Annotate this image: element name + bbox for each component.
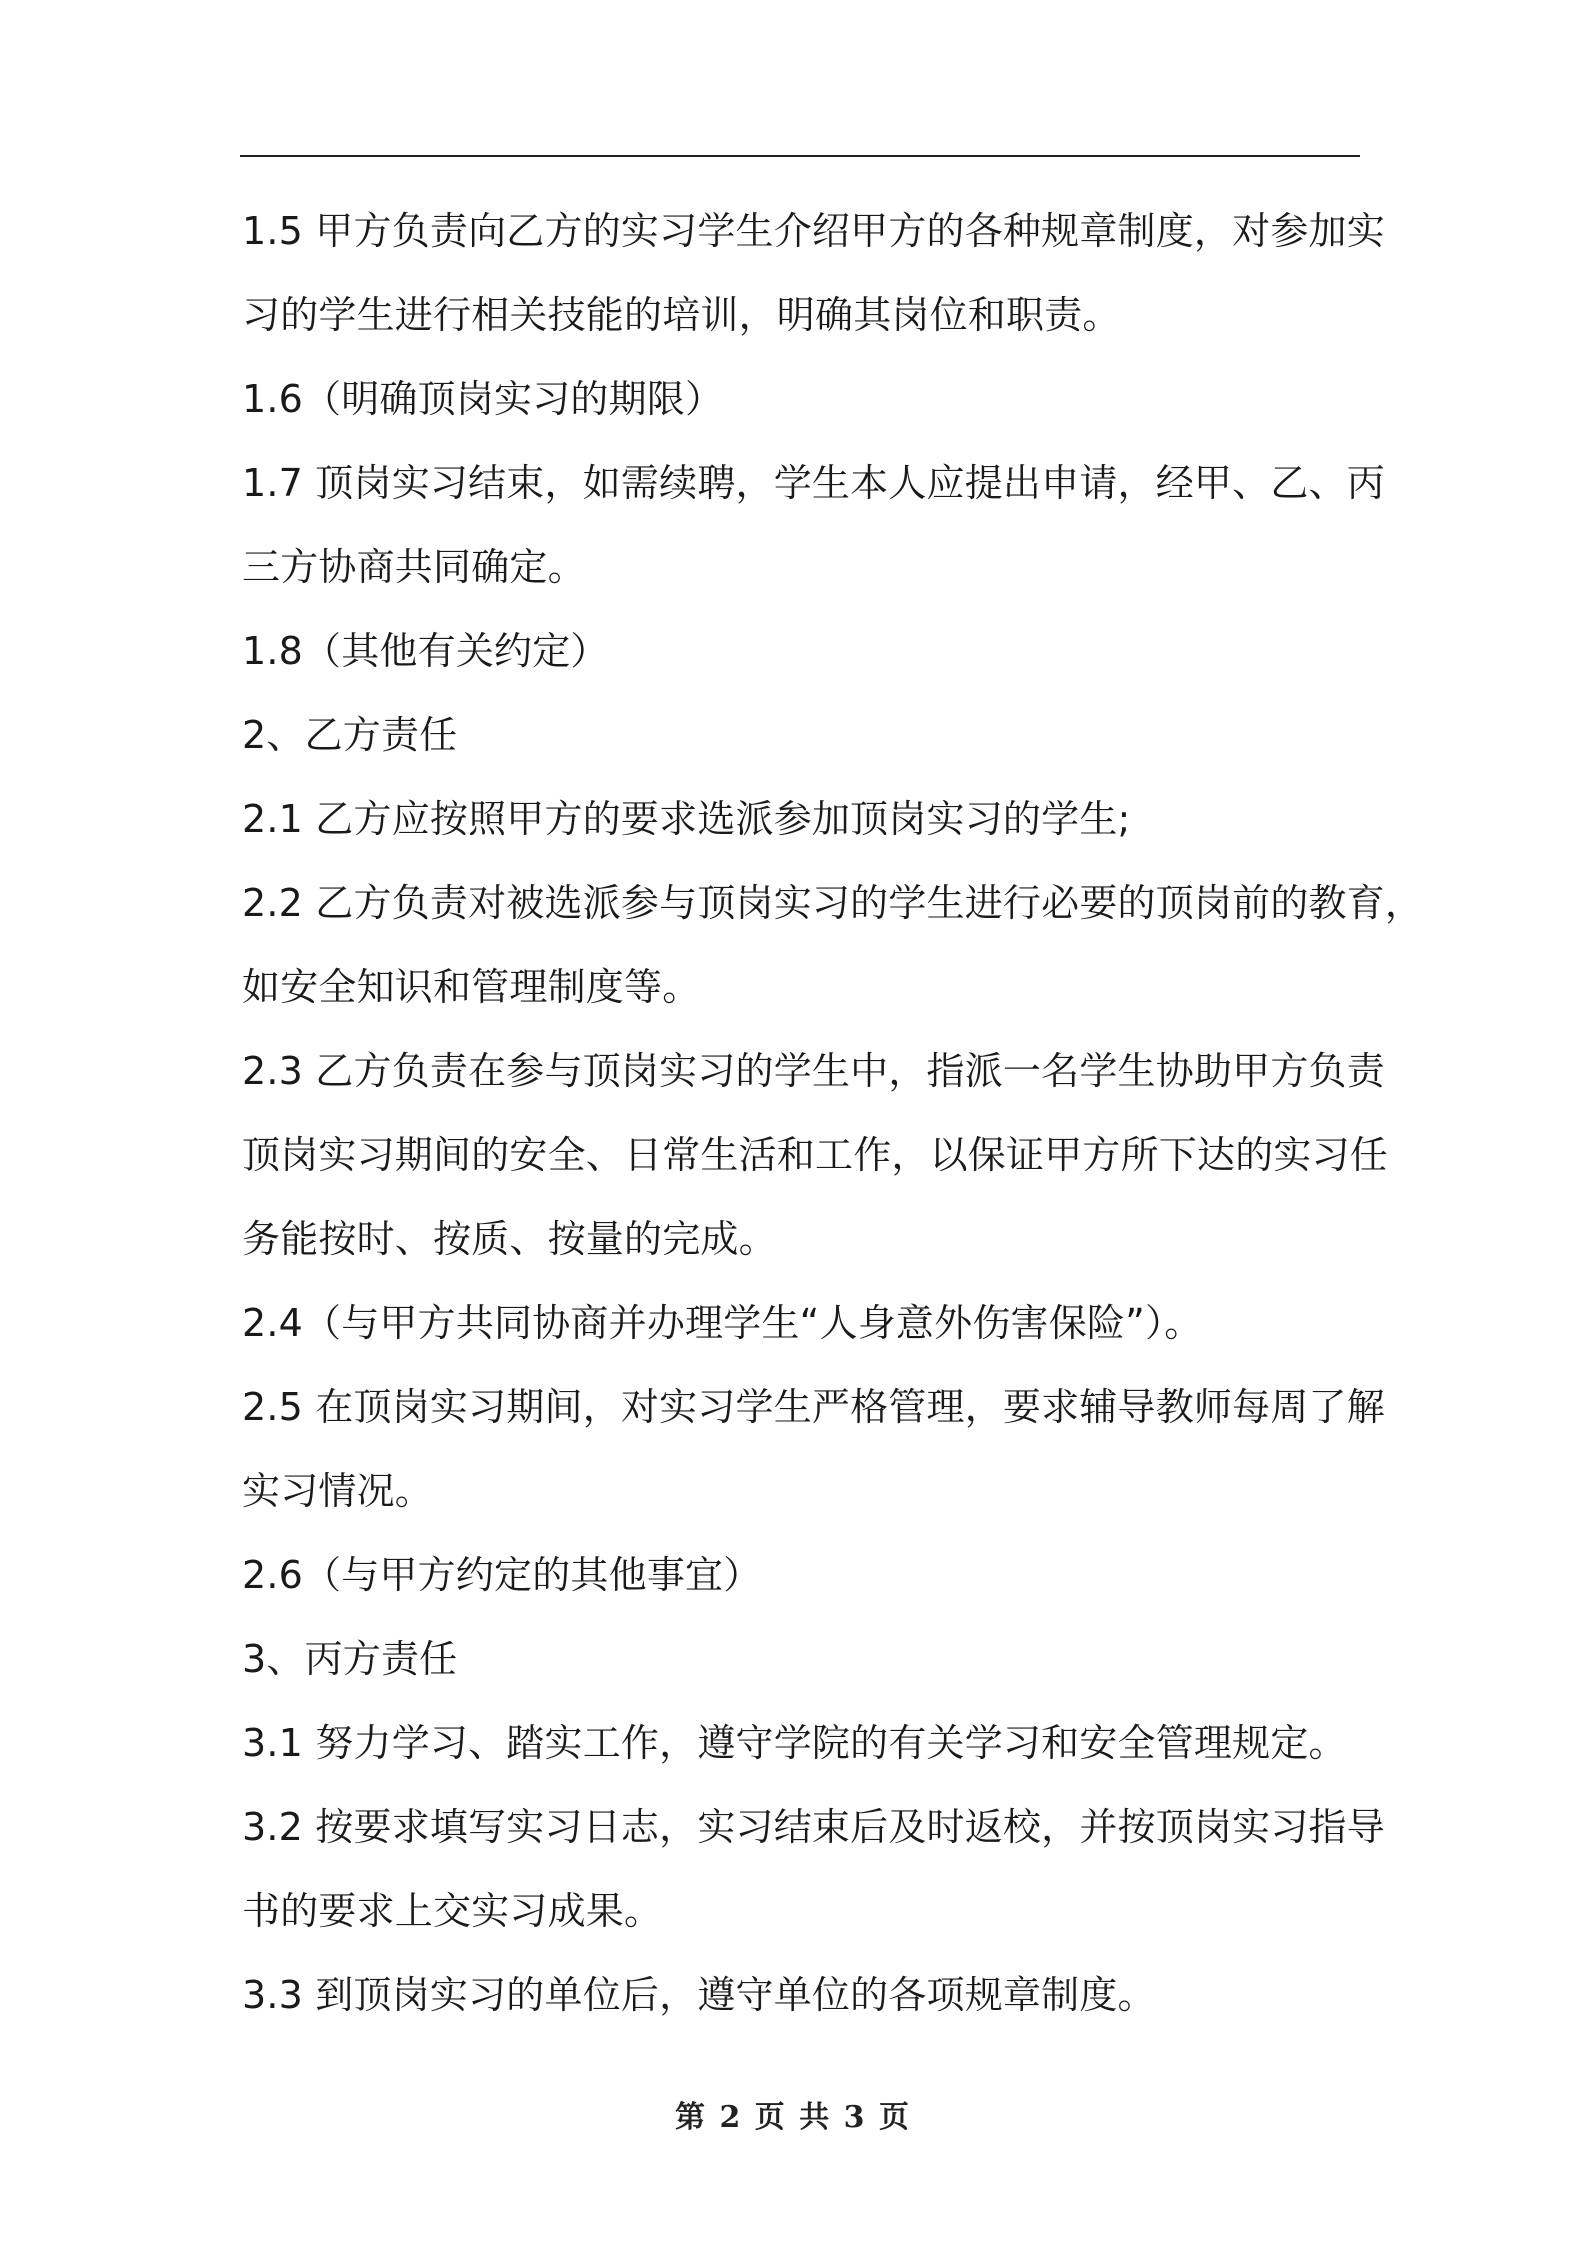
- body-line: 2.6（与甲方约定的其他事宜）: [242, 1553, 762, 1597]
- body-line: 3.2 按要求填写实习日志，实习结束后及时返校，并按顶岗实习指导: [242, 1805, 1385, 1849]
- body-line: 2.4（与甲方共同协商并办理学生“人身意外伤害保险”）。: [242, 1301, 1203, 1345]
- section-heading: 2、乙方责任: [242, 713, 458, 757]
- body-line: 2.3 乙方负责在参与顶岗实习的学生中，指派一名学生协助甲方负责: [242, 1049, 1385, 1093]
- document-body: [242, 198, 1424, 2046]
- body-line: 顶岗实习期间的安全、日常生活和工作，以保证甲方所下达的实习任: [242, 1133, 1389, 1177]
- body-line: 三方协商共同确定。: [242, 545, 586, 589]
- body-line: 习的学生进行相关技能的培训，明确其岗位和职责。: [242, 293, 1121, 337]
- body-line: 2.5 在顶岗实习期间，对实习学生严格管理，要求辅导教师每周了解: [242, 1385, 1385, 1429]
- header-divider: [240, 155, 1360, 157]
- body-line: 1.8（其他有关约定）: [242, 629, 609, 673]
- body-line: 1.5 甲方负责向乙方的实习学生介绍甲方的各种规章制度，对参加实: [242, 209, 1385, 253]
- body-line: 1.7 顶岗实习结束，如需续聘，学生本人应提出申请，经甲、乙、丙: [242, 461, 1385, 505]
- body-line: 3.3 到顶岗实习的单位后，遵守单位的各项规章制度。: [242, 1973, 1156, 2017]
- body-line: 书的要求上交实习成果。: [242, 1889, 663, 1933]
- section-heading: 3、丙方责任: [242, 1637, 458, 1681]
- body-line: 1.6（明确顶岗实习的期限）: [242, 377, 724, 421]
- body-line: 2.2 乙方负责对被选派参与顶岗实习的学生进行必要的顶岗前的教育，: [242, 881, 1424, 925]
- body-line: 务能按时、按质、按量的完成。: [242, 1217, 777, 1261]
- body-line: 如安全知识和管理制度等。: [242, 965, 701, 1009]
- page-number-footer: 第 2 页 共 3 页: [675, 2100, 911, 2135]
- body-line: 实习情况。: [242, 1469, 434, 1513]
- body-line: 2.1 乙方应按照甲方的要求选派参加顶岗实习的学生;: [242, 797, 1131, 841]
- body-line: 3.1 努力学习、踏实工作，遵守学院的有关学习和安全管理规定。: [242, 1721, 1347, 1765]
